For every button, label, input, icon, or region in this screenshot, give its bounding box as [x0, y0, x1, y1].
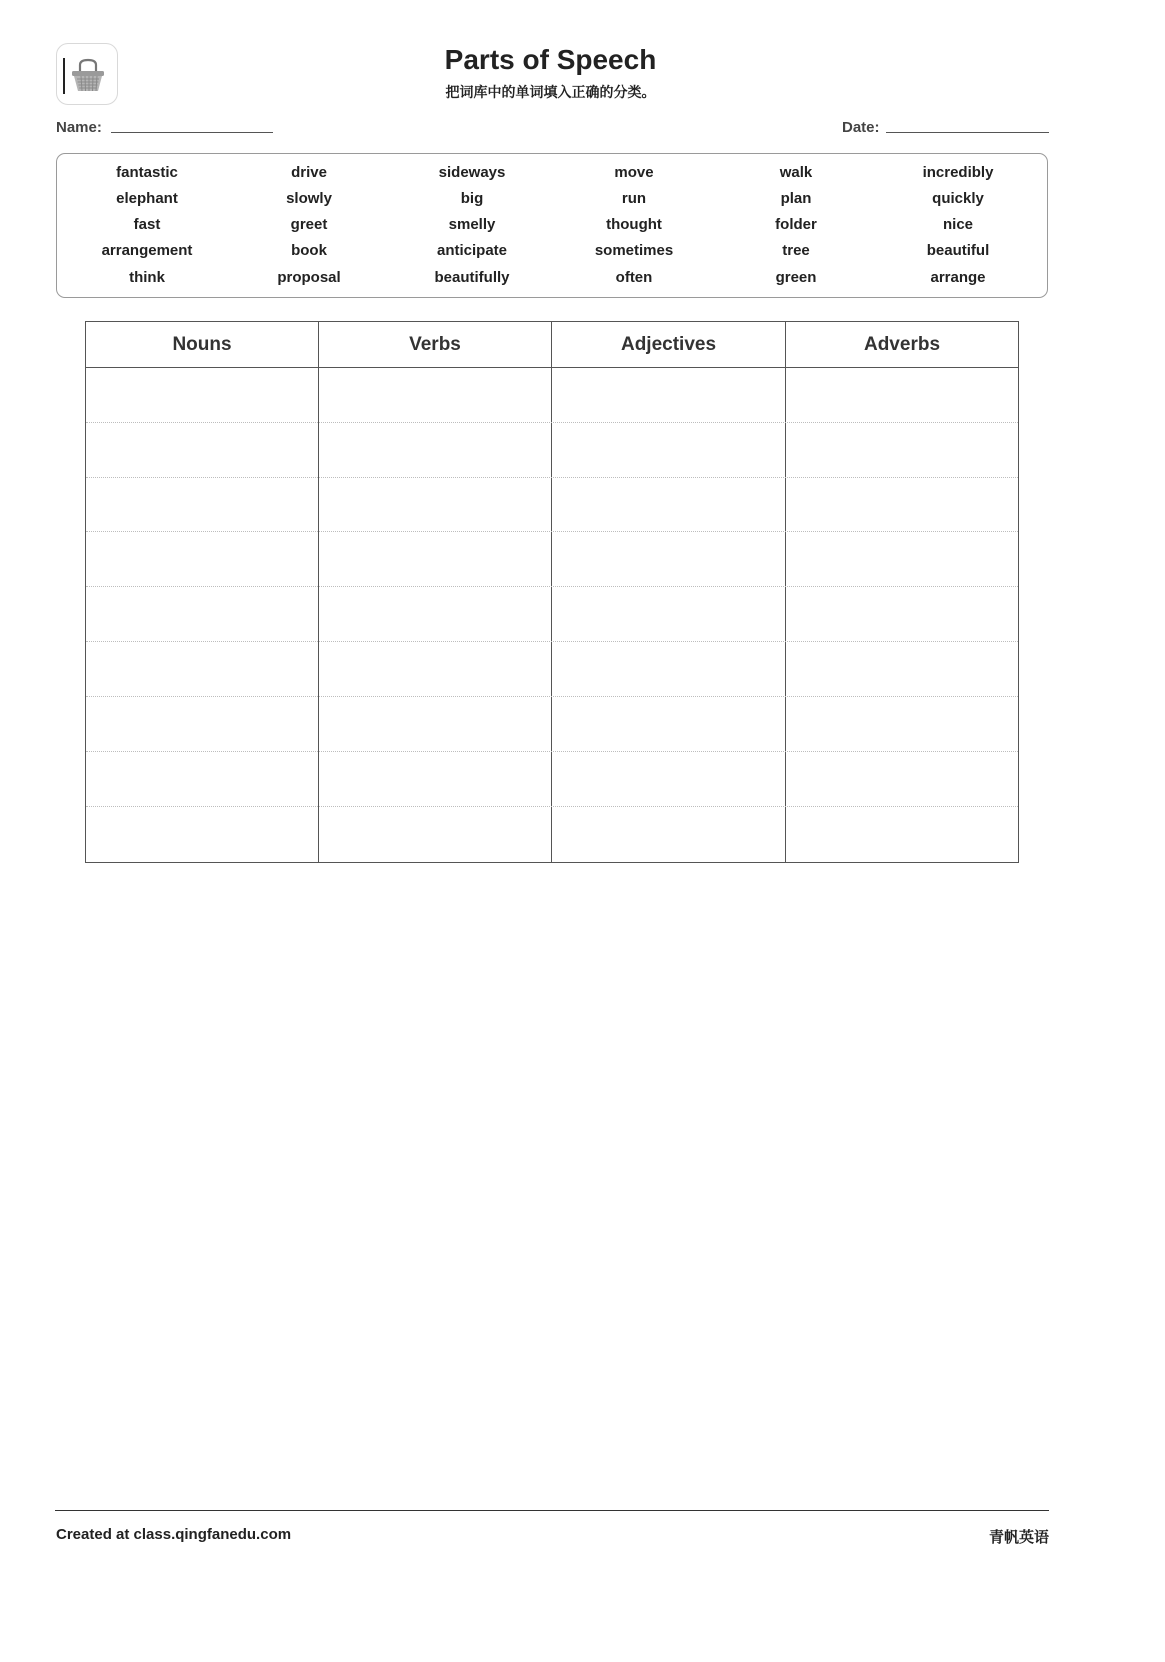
word-bank-item: move	[614, 164, 654, 181]
row-divider	[86, 531, 1018, 532]
word-bank-item: walk	[779, 164, 813, 181]
word-bank-item: green	[775, 269, 817, 286]
word-bank-item: drive	[291, 164, 327, 181]
word-bank-item: book	[291, 242, 327, 259]
word-bank-item: run	[621, 190, 647, 207]
column-header-adjectives: Adjectives	[620, 334, 717, 355]
row-divider	[86, 696, 1018, 697]
row-divider	[86, 586, 1018, 587]
column-header-nouns: Nouns	[172, 334, 232, 355]
word-bank-item: beautiful	[926, 242, 990, 259]
column-divider	[785, 322, 786, 862]
date-line[interactable]	[886, 132, 1049, 133]
word-bank-item: think	[129, 269, 165, 286]
column-header-verbs: Verbs	[409, 334, 461, 355]
page-title: Parts of Speech	[444, 44, 657, 75]
word-bank-item: big	[460, 190, 484, 207]
footer-credit: Created at class.qingfanedu.com	[56, 1526, 292, 1543]
word-bank-item: nice	[942, 216, 973, 233]
word-bank-item: fantastic	[116, 164, 178, 181]
word-bank-item: incredibly	[922, 164, 994, 181]
word-bank-item: anticipate	[436, 242, 508, 259]
sorting-table	[85, 321, 1019, 863]
word-bank-item: arrangement	[101, 242, 193, 259]
instruction-text: 把词库中的单词填入正确的分类。	[445, 85, 656, 101]
word-bank-item: plan	[780, 190, 812, 207]
row-divider	[86, 422, 1018, 423]
word-bank-item: proposal	[277, 269, 341, 286]
word-bank-item: often	[615, 269, 653, 286]
name-line[interactable]	[111, 132, 273, 133]
word-bank-item: tree	[782, 242, 810, 259]
word-bank-item: sometimes	[594, 242, 674, 259]
word-bank-item: sideways	[438, 164, 506, 181]
word-bank-item: folder	[775, 216, 817, 233]
column-header-adverbs: Adverbs	[863, 334, 941, 355]
word-bank-item: greet	[290, 216, 328, 233]
footer-brand: 青帆英语	[988, 1528, 1049, 1546]
word-bank-item: smelly	[448, 216, 496, 233]
word-bank-item: elephant	[116, 190, 178, 207]
header-divider	[86, 367, 1018, 368]
word-bank-item: beautifully	[434, 269, 510, 286]
column-divider	[551, 322, 552, 862]
word-bank-item: arrange	[930, 269, 986, 286]
column-divider	[318, 322, 319, 862]
row-divider	[86, 477, 1018, 478]
word-bank-item: slowly	[286, 190, 332, 207]
date-label: Date:	[842, 119, 880, 136]
word-bank	[56, 153, 1048, 298]
row-divider	[86, 751, 1018, 752]
name-label: Name:	[56, 119, 102, 136]
word-bank-item: thought	[606, 216, 662, 233]
word-bank-item: fast	[133, 216, 161, 233]
row-divider	[86, 641, 1018, 642]
footer-divider	[55, 1510, 1049, 1511]
word-bank-item: quickly	[932, 190, 984, 207]
row-divider	[86, 806, 1018, 807]
